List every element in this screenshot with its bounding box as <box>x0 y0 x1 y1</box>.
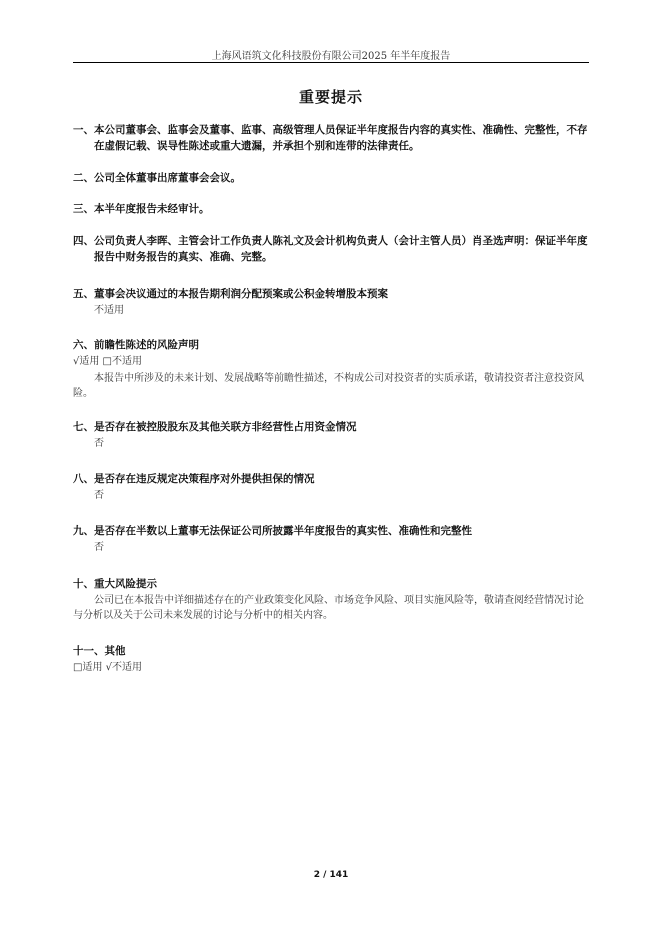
section-10-heading: 十、重大风险提示 <box>73 578 157 590</box>
section-9 <box>73 523 593 556</box>
section-10-paragraph: 公司已在本报告中详细描述存在的产业政策变化风险、市场竞争风险、项目实施风险等，敬请查阅经营情况讨论与分析以及关于公司未来发展的讨论与分析中的相关内容。 <box>73 595 584 621</box>
section-3-heading: 三、本半年度报告未经审计。 <box>73 203 210 215</box>
section-9-heading: 九、是否存在半数以上董事无法保证公司所披露半年度报告的真实性、准确性和完整性 <box>73 525 472 537</box>
page-number: 2 / 141 <box>313 870 349 880</box>
section-11-checkbox: □适用 √不适用 <box>73 662 142 673</box>
page-title: 重要提示 <box>298 88 363 106</box>
section-4 <box>73 233 593 265</box>
section-8 <box>73 471 593 504</box>
section-10 <box>73 576 593 623</box>
section-11 <box>73 643 593 676</box>
section-6-paragraph: 本报告中所涉及的未来计划、发展战略等前瞻性描述，不构成公司对投资者的实质承诺，敬请投资者注意投资风险。 <box>73 373 584 399</box>
section-11-heading: 十一、其他 <box>73 645 126 657</box>
section-7 <box>73 419 593 452</box>
section-4-heading: 四、公司负责人李晖、主管会计工作负责人陈礼文及会计机构负责人（会计主管人员）肖圣选声明：保证半年度报告中财务报告的真实、准确、完整。 <box>73 235 588 263</box>
section-6-checkbox: √适用 □不适用 <box>73 356 142 367</box>
section-5-heading: 五、董事会决议通过的本报告期利润分配预案或公积金转增股本预案 <box>73 288 388 300</box>
section-1-heading: 一、本公司董事会、监事会及董事、监事、高级管理人员保证半年度报告内容的真实性、准确性、完整性，不存在虚假记载、误导性陈述或重大遗漏，并承担个别和连带的法律责任。 <box>73 124 588 152</box>
section-8-answer: 否 <box>94 490 104 501</box>
section-8-heading: 八、是否存在违反规定决策程序对外提供担保的情况 <box>73 473 315 485</box>
section-1 <box>73 122 593 154</box>
section-2 <box>73 170 593 186</box>
section-7-answer: 否 <box>94 438 104 449</box>
section-6-heading: 六、前瞻性陈述的风险声明 <box>73 339 199 351</box>
section-9-answer: 否 <box>94 542 104 553</box>
running-header: 上海风语筑文化科技股份有限公司2025 年半年度报告 <box>211 51 451 62</box>
section-5 <box>73 286 593 319</box>
section-2-heading: 二、公司全体董事出席董事会会议。 <box>73 172 241 184</box>
section-5-answer: 不适用 <box>94 305 124 316</box>
section-6 <box>73 337 593 401</box>
section-7-heading: 七、是否存在被控股股东及其他关联方非经营性占用资金情况 <box>73 421 357 433</box>
section-3 <box>73 201 593 217</box>
header-rule <box>73 62 589 63</box>
